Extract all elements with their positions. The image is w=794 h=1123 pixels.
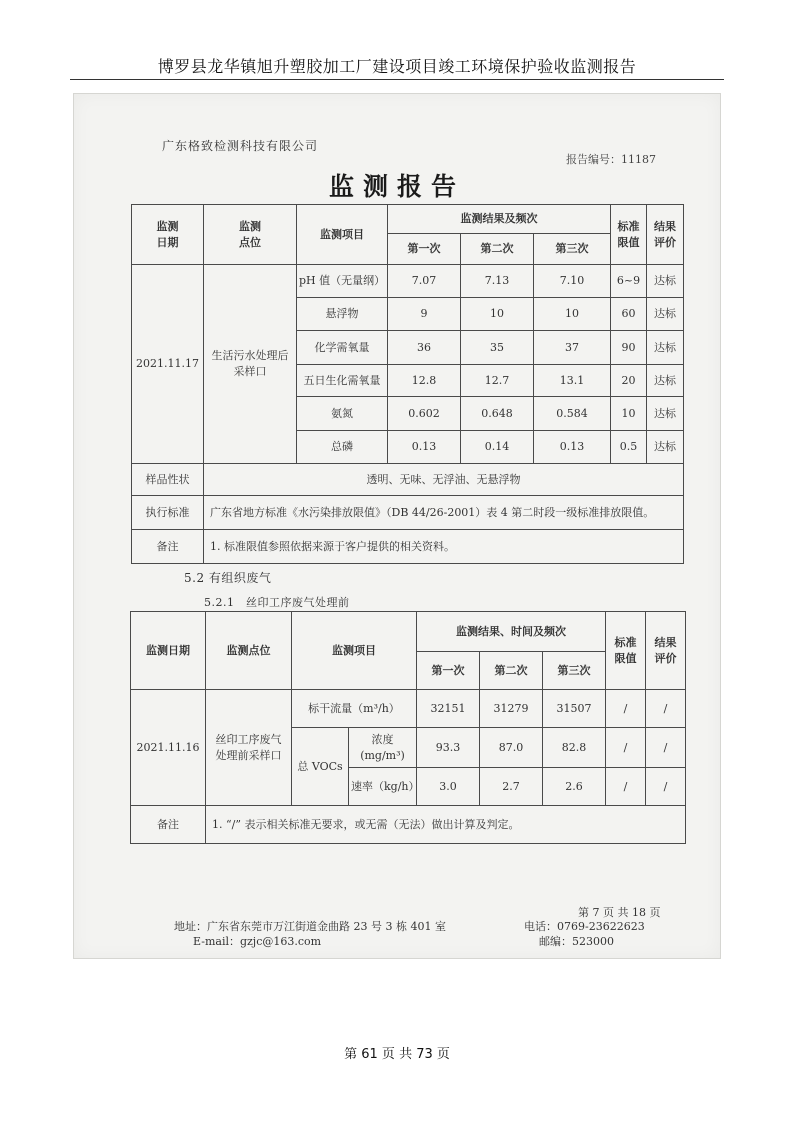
value-cell: 2.6 (543, 768, 606, 806)
eval-cell: 达标 (647, 365, 684, 397)
document-header: 博罗县龙华镇旭升塑胶加工厂建设项目竣工环境保护验收监测报告 (157, 57, 637, 76)
item-cell: pH 值（无量纲） (297, 265, 388, 298)
header-run1: 第一次 (417, 652, 480, 690)
eval-cell: 达标 (647, 397, 684, 431)
item-cell: 悬浮物 (297, 298, 388, 331)
item-cell: 浓度(mg/m³) (349, 728, 417, 768)
value-cell: 87.0 (480, 728, 543, 768)
item-cell: 标干流量（m³/h） (292, 690, 417, 728)
limit-cell: / (606, 690, 646, 728)
eval-cell: 达标 (647, 431, 684, 464)
limit-cell: 20 (611, 365, 647, 397)
value-cell: 0.602 (388, 397, 461, 431)
report-title: 监测报告 (328, 172, 465, 201)
value-cell: 31507 (543, 690, 606, 728)
standard-row (132, 496, 684, 530)
header-run1: 第一次 (388, 234, 461, 265)
value-cell: 10 (461, 298, 534, 331)
value-cell: 0.14 (461, 431, 534, 464)
table-row (131, 690, 686, 728)
value-cell: 7.07 (388, 265, 461, 298)
company-phone: 电话：0769-23622623 (524, 920, 645, 933)
header-run2: 第二次 (461, 234, 534, 265)
header-eval: 结果 评价 (647, 205, 684, 265)
standard-label: 执行标准 (132, 496, 204, 530)
header-item: 监测项目 (292, 612, 417, 690)
limit-cell: 60 (611, 298, 647, 331)
subsection-heading: 5.2.1 丝印工序废气处理前 (204, 596, 350, 609)
header-item: 监测项目 (297, 205, 388, 265)
inner-page-number: 第 7 页 共 18 页 (578, 906, 661, 919)
header-point: 监测点位 (206, 612, 292, 690)
header-run3: 第三次 (534, 234, 611, 265)
report-number: 报告编号：11187 (566, 153, 656, 166)
scanned-report-page (73, 93, 721, 959)
sample-date: 2021.11.16 (131, 690, 206, 806)
limit-cell: / (606, 728, 646, 768)
sample-character-value: 透明、无味、无浮油、无悬浮物 (204, 464, 684, 496)
value-cell: 37 (534, 331, 611, 365)
sample-point: 丝印工序废气 处理前采样口 (206, 690, 292, 806)
sample-character-label: 样品性状 (132, 464, 204, 496)
note-label: 备注 (131, 806, 206, 844)
limit-cell: 6~9 (611, 265, 647, 298)
value-cell: 12.7 (461, 365, 534, 397)
eval-cell: 达标 (647, 265, 684, 298)
header-date: 监测日期 (131, 612, 206, 690)
value-cell: 7.13 (461, 265, 534, 298)
sample-point: 生活污水处理后 采样口 (204, 265, 297, 464)
item-cell: 速率（kg/h） (349, 768, 417, 806)
header-limit: 标准 限值 (611, 205, 647, 265)
voc-group-label: 总 VOCs (292, 728, 349, 806)
header-point: 监测 点位 (204, 205, 297, 265)
section-heading: 5.2 有组织废气 (184, 571, 272, 585)
item-cell: 五日生化需氧量 (297, 365, 388, 397)
note-row (132, 530, 684, 564)
sample-date: 2021.11.17 (132, 265, 204, 464)
value-cell: 0.648 (461, 397, 534, 431)
company-email: E-mail：gzjc@163.com (193, 935, 322, 948)
eval-cell: / (646, 728, 686, 768)
value-cell: 0.13 (534, 431, 611, 464)
wastewater-results-table (131, 204, 684, 564)
standard-value: 广东省地方标准《水污染排放限值》（DB 44/26-2001）表 4 第二时段一级标准排放限值。 (204, 496, 684, 530)
note-row (131, 806, 686, 844)
header-results: 监测结果、时间及频次 (417, 612, 606, 652)
eval-cell: 达标 (647, 331, 684, 365)
item-cell: 氨氮 (297, 397, 388, 431)
company-address: 地址：广东省东莞市万江街道金曲路 23 号 3 栋 401 室 (174, 920, 446, 933)
value-cell: 82.8 (543, 728, 606, 768)
header-eval: 结果 评价 (646, 612, 686, 690)
value-cell: 32151 (417, 690, 480, 728)
limit-cell: / (606, 768, 646, 806)
item-cell: 化学需氧量 (297, 331, 388, 365)
value-cell: 31279 (480, 690, 543, 728)
document-page-number: 第 61 页 共 73 页 (344, 1047, 450, 1062)
limit-cell: 10 (611, 397, 647, 431)
eval-cell: / (646, 690, 686, 728)
item-cell: 总磷 (297, 431, 388, 464)
note-value: 1. “/” 表示相关标准无要求，或无需（无法）做出计算及判定。 (206, 806, 686, 844)
value-cell: 10 (534, 298, 611, 331)
header-limit: 标准 限值 (606, 612, 646, 690)
value-cell: 3.0 (417, 768, 480, 806)
value-cell: 0.13 (388, 431, 461, 464)
value-cell: 7.10 (534, 265, 611, 298)
header-results: 监测结果及频次 (388, 205, 611, 234)
waste-gas-results-table (130, 611, 686, 844)
header-run2: 第二次 (480, 652, 543, 690)
note-label: 备注 (132, 530, 204, 564)
note-value: 1. 标准限值参照依据来源于客户提供的相关资料。 (204, 530, 684, 564)
value-cell: 93.3 (417, 728, 480, 768)
header-date: 监测 日期 (132, 205, 204, 265)
header-rule (70, 79, 724, 80)
limit-cell: 90 (611, 331, 647, 365)
limit-cell: 0.5 (611, 431, 647, 464)
value-cell: 12.8 (388, 365, 461, 397)
value-cell: 13.1 (534, 365, 611, 397)
value-cell: 36 (388, 331, 461, 365)
value-cell: 0.584 (534, 397, 611, 431)
eval-cell: 达标 (647, 298, 684, 331)
company-name: 广东格致检测科技有限公司 (162, 139, 319, 153)
value-cell: 35 (461, 331, 534, 365)
company-postcode: 邮编：523000 (539, 935, 614, 948)
table-row (132, 265, 684, 298)
value-cell: 9 (388, 298, 461, 331)
value-cell: 2.7 (480, 768, 543, 806)
sample-character-row (132, 464, 684, 496)
eval-cell: / (646, 768, 686, 806)
header-run3: 第三次 (543, 652, 606, 690)
